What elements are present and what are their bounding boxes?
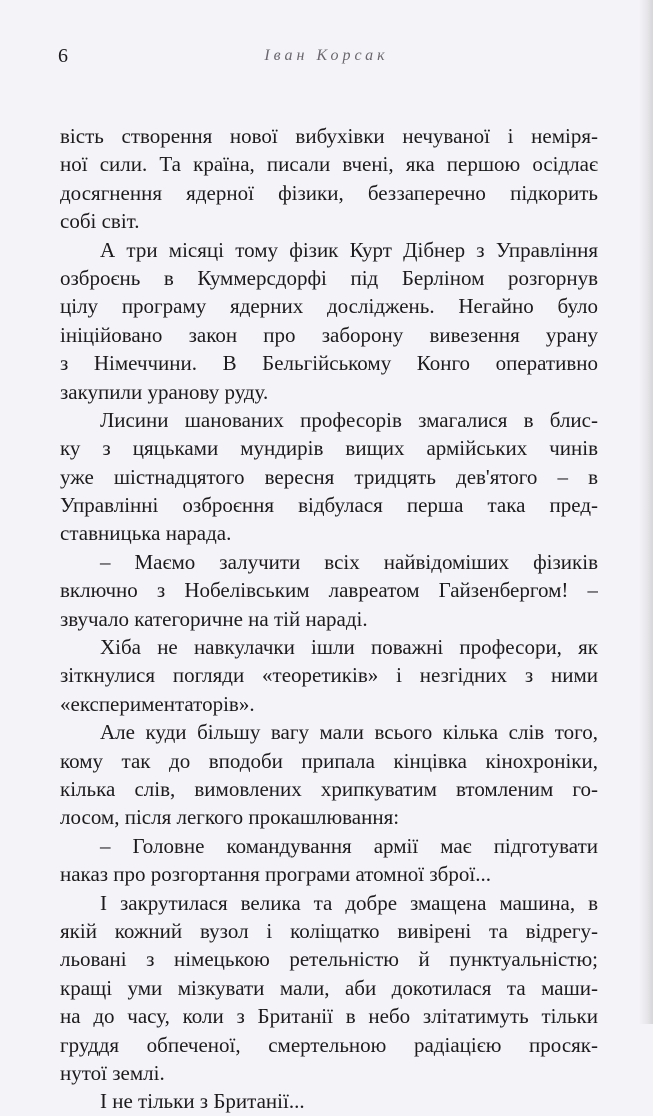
page-number: 6 — [58, 45, 68, 67]
text-line: включно з Нобелівським лавреатом Гайзенбергом! – — [60, 578, 598, 603]
text-line: вість створення нової вибухівки нечуваної і неміря- — [60, 124, 598, 148]
running-head-author: Іван Корсак — [264, 47, 389, 64]
text-line: зіткнулися погляди «теоретиків» і незгідних з ними — [60, 663, 598, 688]
text-line: І закрутилася велика та добре змащена машина, в — [100, 890, 598, 915]
text-line: ку з цяцьками мундирів вищих армійських чинів — [60, 436, 598, 461]
text-line: на до часу, коли з Британії в небо злітатимуть тільки — [60, 1004, 598, 1029]
text-line: наказ про розгортання програми атомної зброї... — [60, 862, 491, 887]
text-line: Лисини шанованих професорів змагалися в блис- — [100, 407, 598, 432]
text-line: з Німеччини. В Бельгійському Конго оперативно — [60, 351, 598, 376]
text-line: лосом, після легкого прокашлювання: — [60, 805, 400, 830]
text-line: закупили уранову руду. — [60, 379, 269, 404]
text-line: уже шістнадцятого вересня тридцять дев'ятого – в — [60, 464, 598, 489]
text-line: озброєнь в Куммерсдорфі під Берліном розгорнув — [60, 265, 598, 290]
text-line: – Маємо залучити всіх найвідоміших фізиків — [100, 549, 598, 574]
text-line: – Головне командування армії має підготувати — [100, 833, 598, 858]
text-line: «експериментаторів». — [60, 691, 255, 716]
text-line: І не тільки з Британії... — [100, 1089, 305, 1114]
text-line: кращі уми мізкувати мали, аби докотилася та маши- — [60, 975, 598, 1000]
text-line: льовані з німецькою ретельністю й пунктуальністю; — [60, 947, 598, 972]
body-text — [60, 122, 598, 1116]
text-line: груддя обпеченої, смертельною радіацією просяк- — [60, 1032, 598, 1057]
text-line: ставницька нарада. — [60, 521, 232, 546]
text-line: собі світ. — [60, 209, 140, 234]
text-line: ініційовано закон про заборону вивезення урану — [60, 322, 598, 347]
text-line: цілу програму ядерних досліджень. Негайно було — [60, 294, 598, 319]
page-edge-shadow — [639, 0, 653, 1024]
text-line: А три місяці тому фізик Курт Дібнер з Управління — [100, 237, 598, 262]
text-line: кілька слів, вимовлених хрипкуватим втомленим го- — [60, 776, 598, 801]
text-line: кому так до вподоби припала кінцівка кінохроніки, — [60, 748, 598, 773]
text-line: Хіба не навкулачки ішли поважні професори, як — [100, 635, 598, 660]
text-line: якій кожний вузол і коліщатко вивірені та відрегу- — [60, 918, 598, 943]
text-line: Але куди більшу вагу мали всього кілька слів того, — [100, 720, 598, 745]
text-line: ної сили. Та країна, писали вчені, яка першою осідлає — [60, 152, 598, 177]
text-line: досягнення ядерної фізики, беззаперечно підкорить — [60, 180, 598, 205]
text-line: Управлінні озброєння відбулася перша така пред- — [60, 493, 598, 518]
text-line: нутої землі. — [60, 1060, 165, 1085]
text-line: звучало категоричне на тій нараді. — [60, 606, 368, 631]
